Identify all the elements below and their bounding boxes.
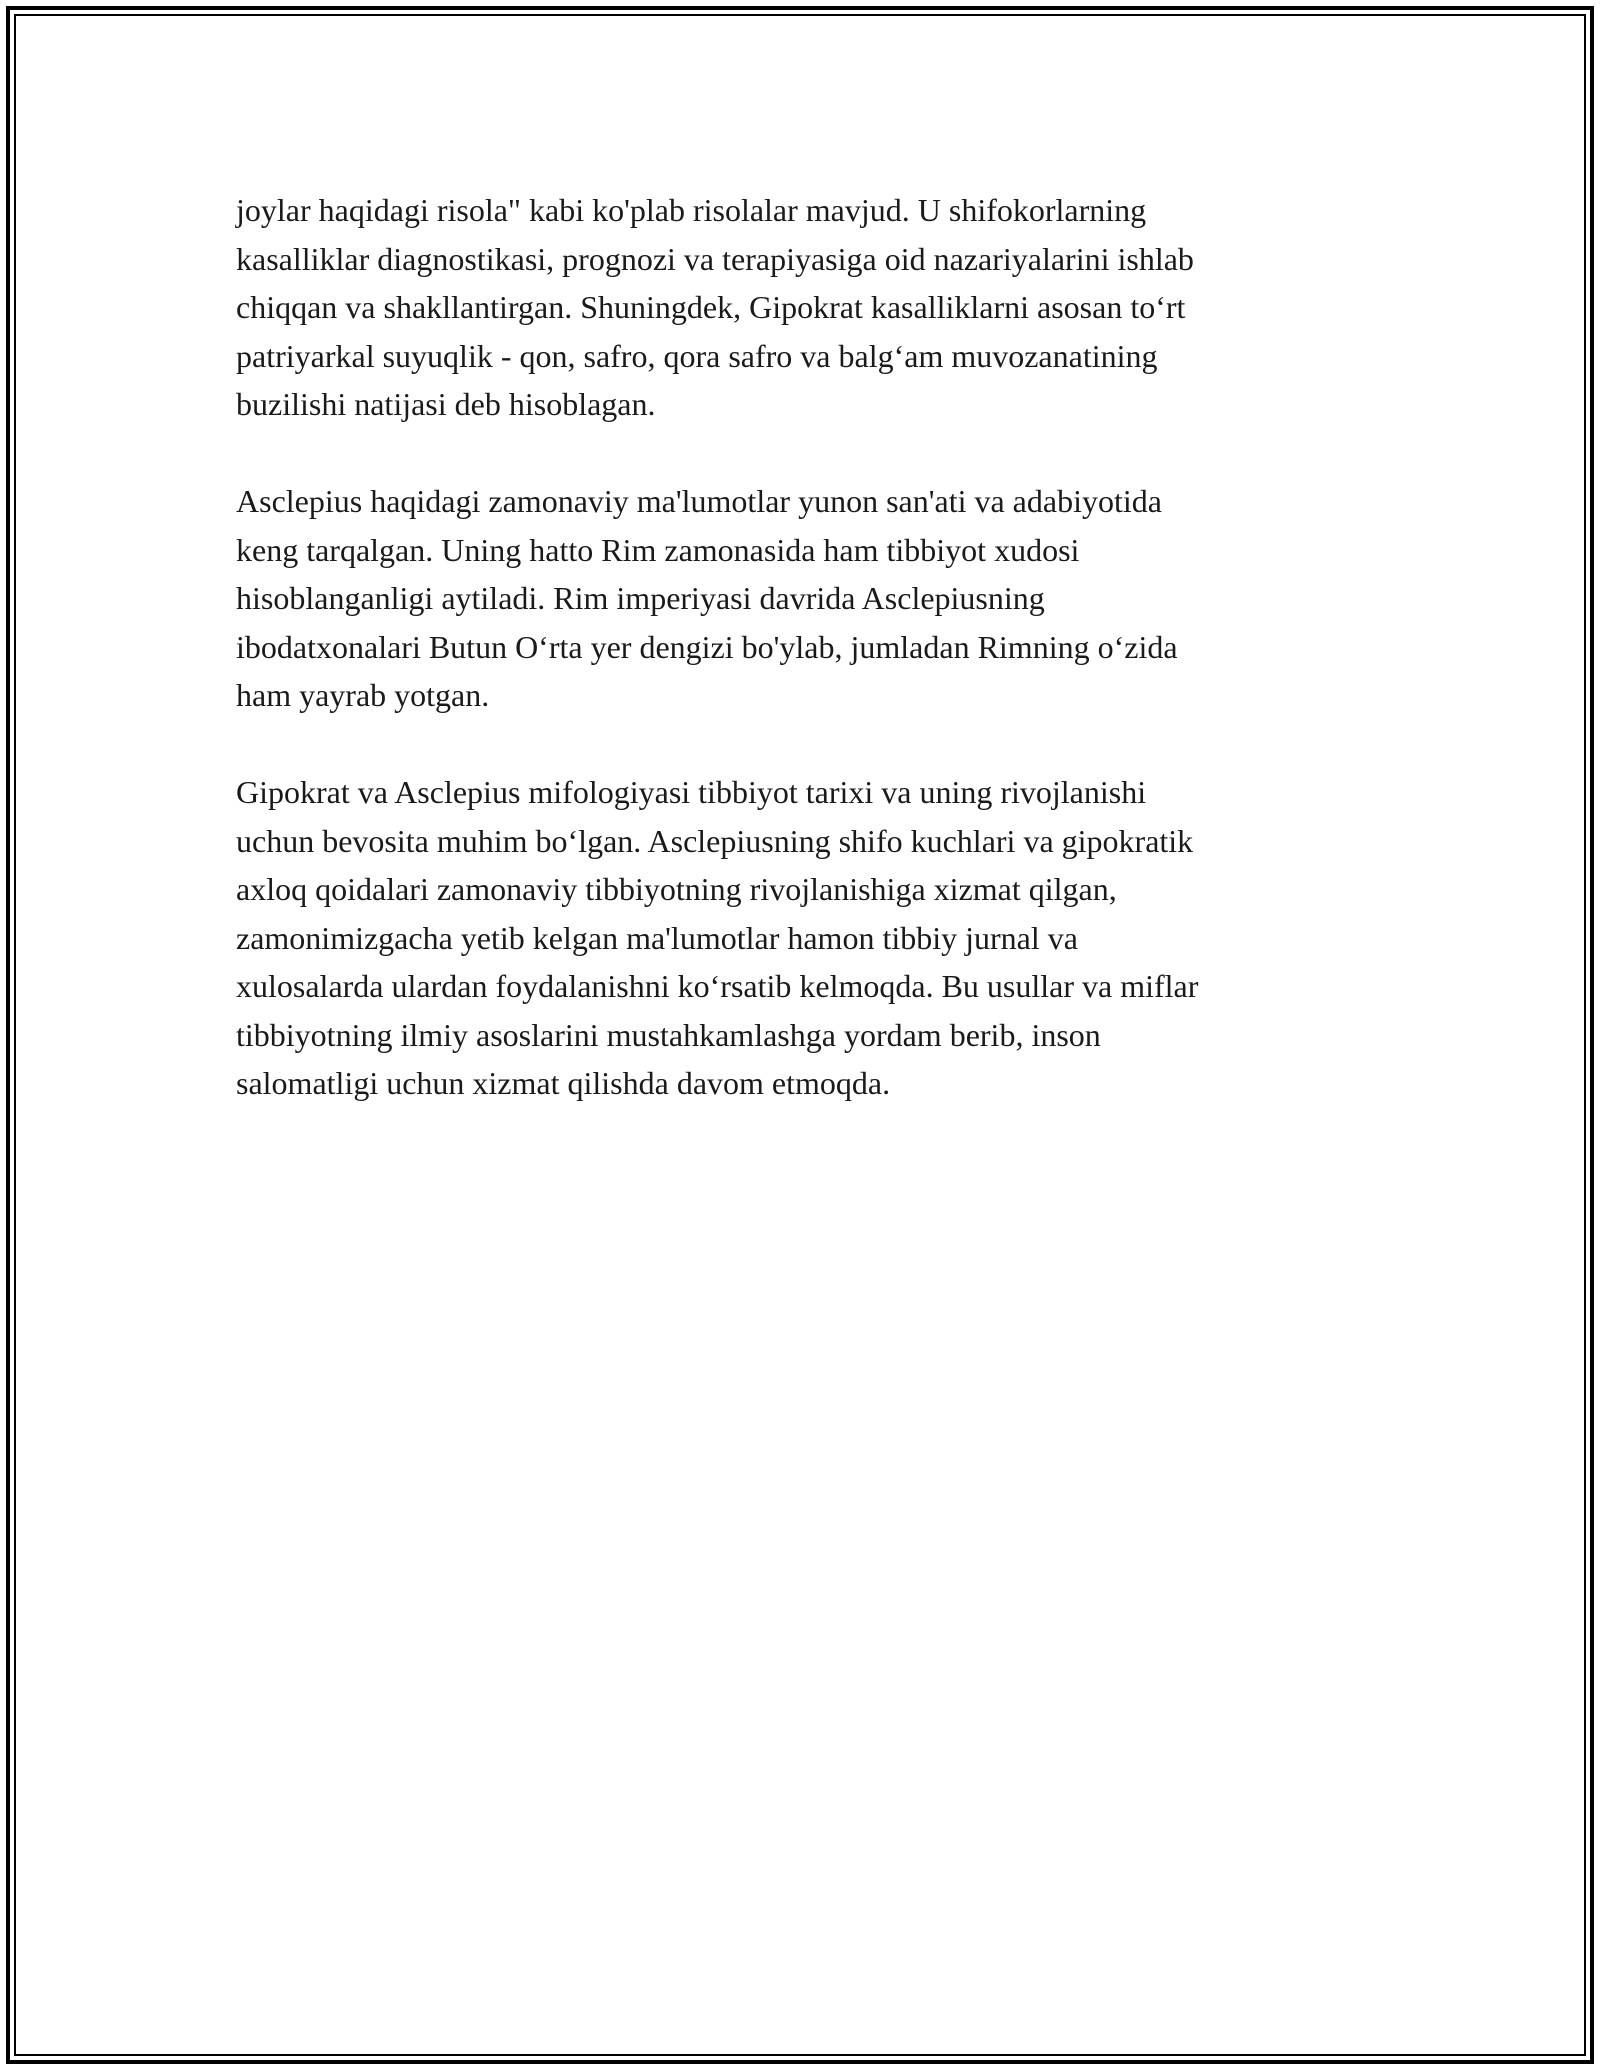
- text-line: salomatligi uchun xizmat qilishda davom etmoqda.: [236, 1065, 891, 1101]
- text-line: ham yayrab yotgan.: [236, 677, 490, 713]
- text-line: hisoblanganligi aytiladi. Rim imperiyasi davrida Asclepiusning: [236, 580, 1045, 616]
- text-line: uchun bevosita muhim bo‘lgan. Asclepiusning shifo kuchlari va gipokratik: [236, 822, 1194, 859]
- text-line: axloq qoidalari zamonaviy tibbiyotning rivojlanishiga xizmat qilgan,: [236, 871, 1117, 907]
- text-line: zamonimizgacha yetib kelgan ma'lumotlar hamon tibbiy jurnal va: [236, 919, 1078, 956]
- text-line: Asclepius haqidagi zamonaviy ma'lumotlar yunon san'ati va adabiyotida: [236, 483, 1162, 519]
- paragraph-2: [236, 477, 1356, 720]
- text-line: buzilishi natijasi deb hisoblagan.: [236, 386, 656, 422]
- text-line: joylar haqidagi risola" kabi ko'plab risolalar mavjud. U shifokorlarning: [236, 192, 1147, 228]
- paragraph-1: [236, 186, 1356, 429]
- text-line: xulosalarda ulardan foydalanishni ko‘rsatib kelmoqda. Bu usullar va miflar: [236, 968, 1199, 1004]
- document-body: [236, 186, 1356, 1156]
- text-line: tibbiyotning ilmiy asoslarini mustahkamlashga yordam berib, inson: [236, 1016, 1101, 1053]
- text-line: kasalliklar diagnostikasi, prognozi va terapiyasiga oid nazariyalarini ishlab: [236, 240, 1194, 277]
- text-line: chiqqan va shakllantirgan. Shuningdek, Gipokrat kasalliklarni asosan to‘rt: [236, 289, 1186, 325]
- text-line: ibodatxonalari Butun O‘rta yer dengizi bo'ylab, jumladan Rimning o‘zida: [236, 628, 1178, 665]
- text-line: keng tarqalgan. Uning hatto Rim zamonasida ham tibbiyot xudosi: [236, 531, 1080, 568]
- text-line: Gipokrat va Asclepius mifologiyasi tibbiyot tarixi va uning rivojlanishi: [236, 774, 1147, 810]
- paragraph-3: [236, 768, 1356, 1108]
- text-line: patriyarkal suyuqlik - qon, safro, qora safro va balg‘am muvozanatining: [236, 337, 1158, 374]
